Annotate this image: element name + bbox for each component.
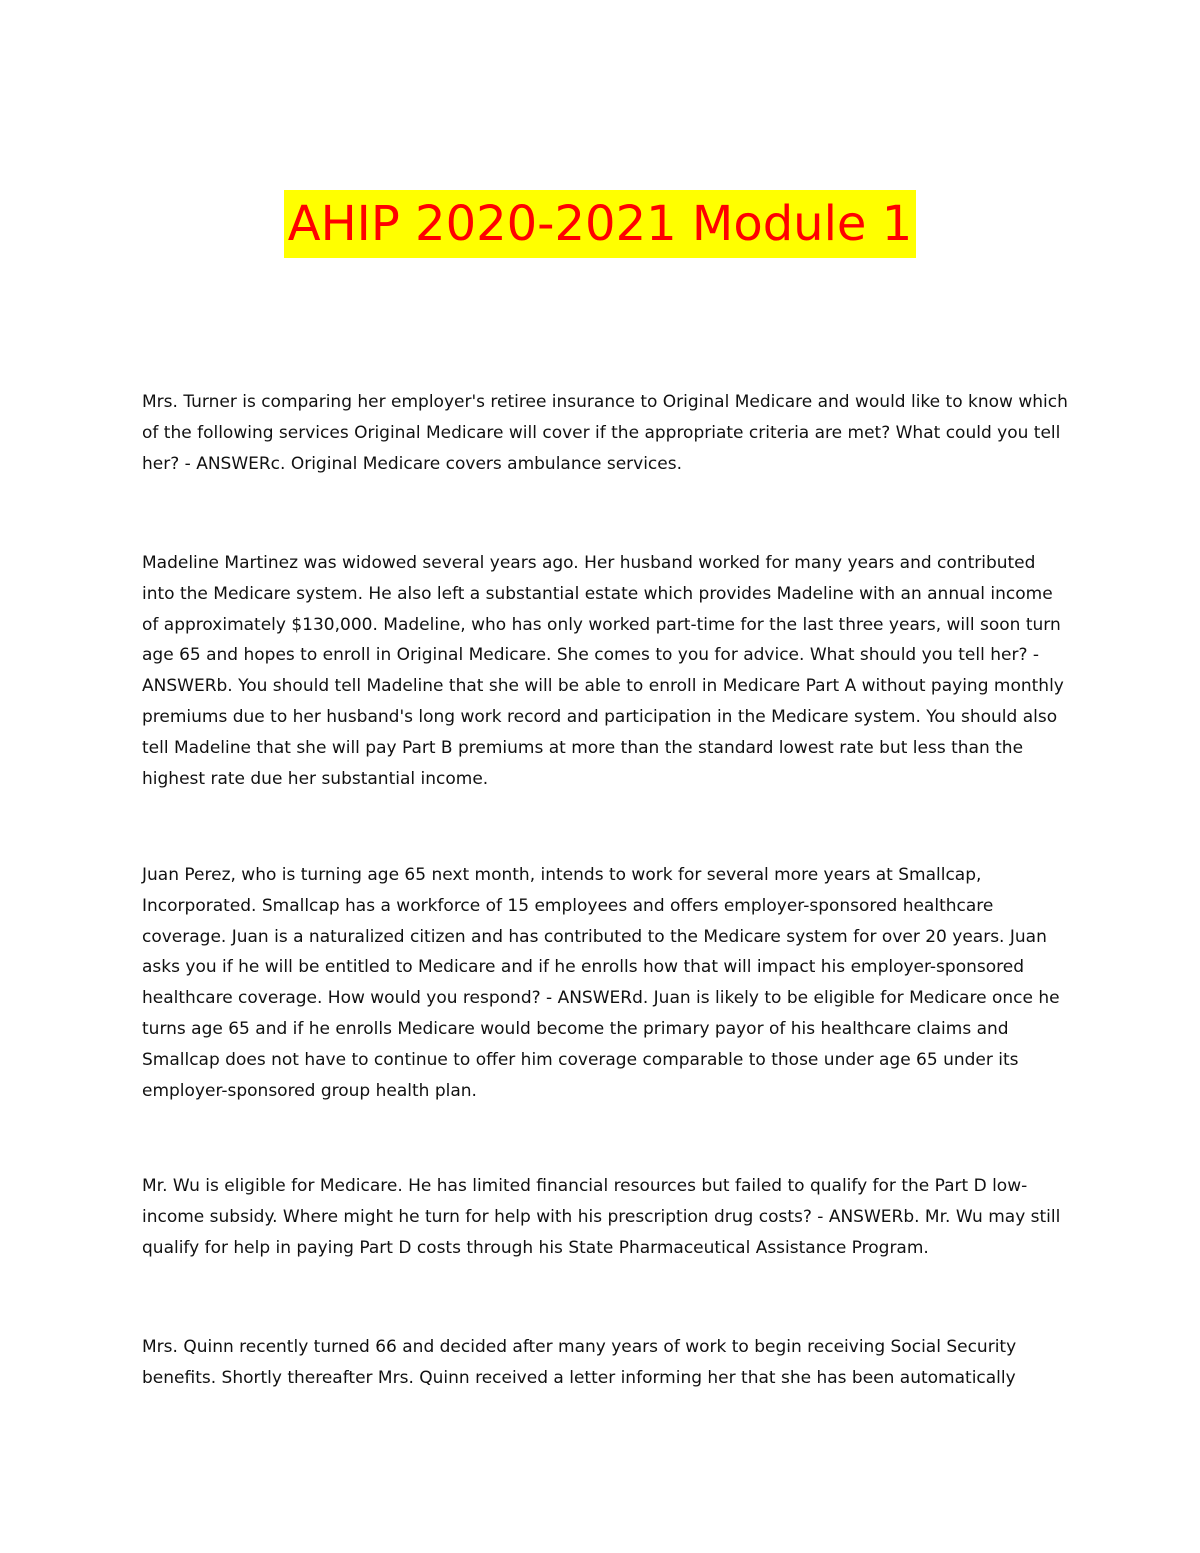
question-answer-turner: Mrs. Turner is comparing her employer's retiree insurance to Original Medicare and would like to know which of the following services Original Medicare will cover if the appropriate criteria are met? What could you tell her? - ANSWERc. Original Medicare covers ambulance services.: [142, 392, 1068, 474]
question-answer-quinn: Mrs. Quinn recently turned 66 and decided after many years of work to begin receiving Social Security benefits. Shortly thereafter Mrs. Quinn received a letter informing her that she has been automatically: [142, 1337, 1017, 1388]
question-answer-perez: Juan Perez, who is turning age 65 next month, intends to work for several more years at Smallcap, Incorporated. Smallcap has a workforce of 15 employees and offers employer-sponsored healthcare coverage. Juan is a naturalized citizen and has contributed to the Medicare system for over 20 years. Juan asks you if he will be entitled to Medicare and if he enrolls how that will impact his employer-sponsored healthcare coverage. How would you respond? - ANSWERd. Juan is likely to be eligible for Medicare once he turns age 65 and if he enrolls Medicare would become the primary payor of his healthcare claims and Smallcap does not have to continue to offer him coverage comparable to those under age 65 under its employer-sponsored group health plan.: [142, 865, 1060, 1101]
question-answer-martinez: Madeline Martinez was widowed several years ago. Her husband worked for many years and contributed into the Medicare system. He also left a substantial estate which provides Madeline with an annual income of approximately $130,000. Madeline, who has only worked part-time for the last three years, will soon turn age 65 and hopes to enroll in Original Medicare. She comes to you for advice. What should you tell her? - ANSWERb. You should tell Madeline that she will be able to enroll in Medicare Part A without paying monthly premiums due to her husband's long work record and participation in the Medicare system. You should also tell Madeline that she will pay Part B premiums at more than the standard lowest rate but less than the highest rate due her substantial income.: [142, 553, 1064, 789]
document-title: AHIP 2020-2021 Module 1: [284, 190, 917, 258]
title-container: [0, 190, 1200, 258]
question-answer-wu: Mr. Wu is eligible for Medicare. He has limited financial resources but failed to qualify for the Part D low-income subsidy. Where might he turn for help with his prescription drug costs? - ANSWERb. Mr. Wu may still qualify for help in paying Part D costs through his State Pharmaceutical Assistance Program.: [142, 1176, 1061, 1258]
